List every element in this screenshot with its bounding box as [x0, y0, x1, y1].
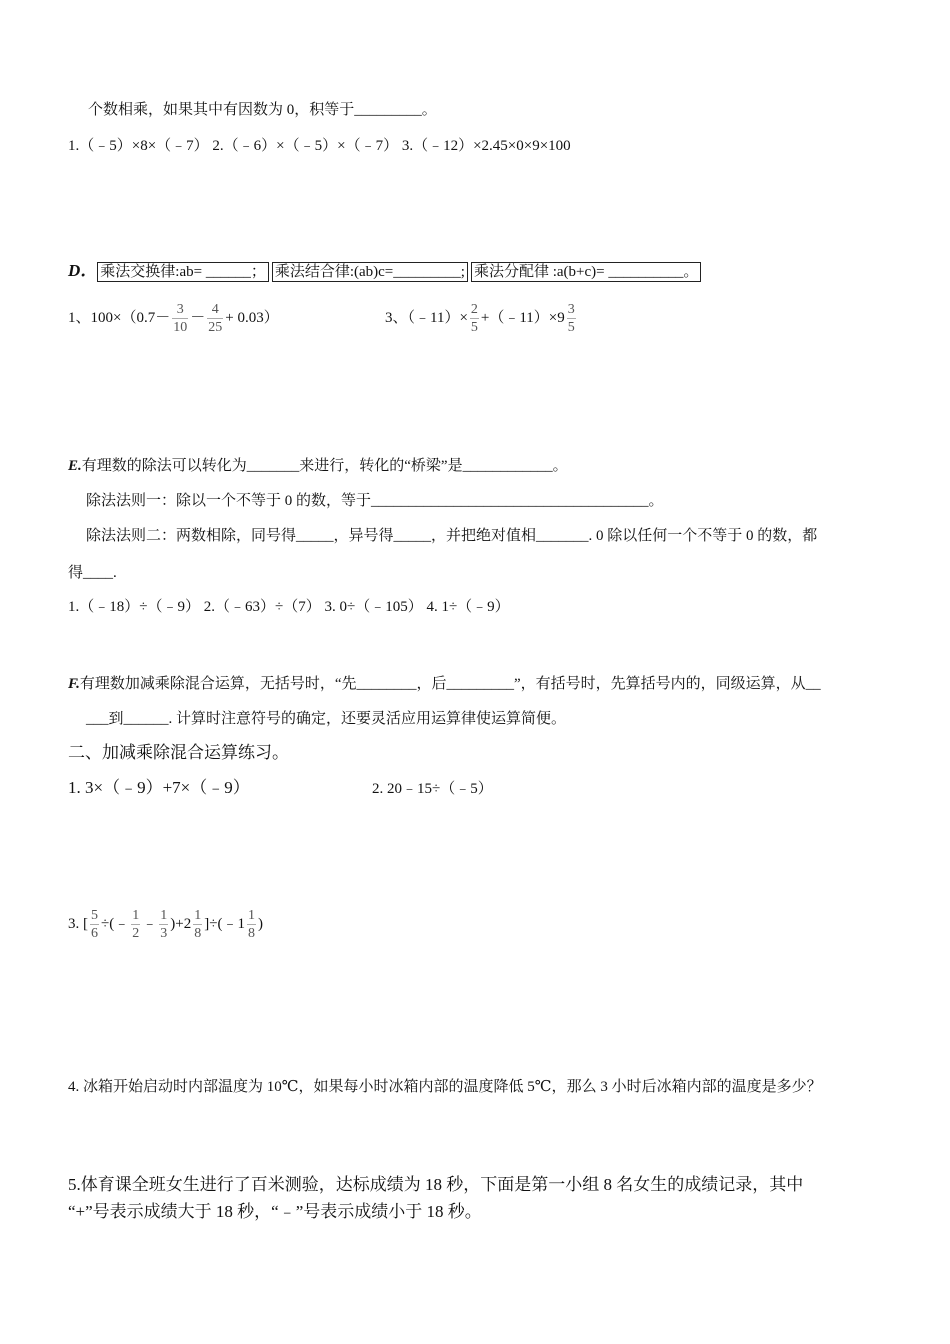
section-f-line2: ___到______. 计算时注意符号的确定，还要灵活应用运算律使运算简便。 — [86, 711, 567, 727]
division-rule-two: 除法法则二：两数相除，同号得_____，异号得_____，并把绝对值相_______. 0 除以任何一个不等于 0 的数，都 — [86, 528, 818, 544]
section-f-label: F. — [68, 676, 80, 692]
fraction: $\frac{1}{8}$ — [194, 908, 202, 942]
q3-prefix: 3、（﹣11）× — [385, 310, 468, 326]
fraction: $\frac{3}{10}$ — [173, 302, 188, 336]
q1-prefix: 1、100×（0.7－ — [68, 310, 171, 326]
division-exercises: 1.（﹣18）÷（﹣9） 2.（﹣63）÷（7） 3. 0÷（﹣105） 4. 1÷（﹣9） — [68, 599, 510, 615]
division-rule-two-cont: 得____. — [68, 565, 117, 581]
part2-q4: 4. 冰箱开始启动时内部温度为 10℃，如果每小时冰箱内部的温度降低 5℃，那么 3 小时后冰箱内部的温度是多少？ — [68, 1079, 822, 1095]
associative-law-box: 乘法结合律:(ab)c=_________; — [272, 262, 468, 282]
section-e-intro: E.有理数的除法可以转化为_______来进行，转化的“桥梁”是____________。 — [68, 458, 568, 474]
part2-q5-line1: 5.体育课全班女生进行了百米测验，达标成绩为 18 秒，下面是第一小组 8 名女生的成绩记录，其中 — [68, 1175, 804, 1194]
division-rule-one: 除法法则一：除以一个不等于 0 的数，等于_____________________________________。 — [86, 493, 664, 509]
fraction: $\frac{3}{5}$ — [567, 302, 575, 336]
section-d-label: D． — [68, 261, 98, 280]
part2-q1: 1. 3×（﹣9）+7×（﹣9） — [68, 778, 250, 797]
part2-q5-line2: “+”号表示成绩大于 18 秒，“﹣”号表示成绩小于 18 秒。 — [68, 1202, 482, 1221]
fraction: $\frac{1}{2}$ — [132, 908, 140, 942]
fraction: $\frac{1}{8}$ — [247, 908, 255, 942]
distributive-law-box: 乘法分配律 :a(b+c)= __________。 — [471, 262, 701, 282]
section-e-label: E. — [68, 458, 82, 474]
fraction: $\frac{1}{3}$ — [160, 908, 168, 942]
part2-q2: 2. 20﹣15÷（﹣5） — [372, 781, 493, 797]
fraction: $\frac{4}{25}$ — [208, 302, 223, 336]
fraction: $\frac{5}{6}$ — [91, 908, 98, 942]
section-d-laws — [68, 261, 704, 282]
section-f-line1: F.有理数加减乘除混合运算，无括号时，“先________，后_________”，有括号时，先算括号内的，同级运算，从__ — [68, 676, 821, 692]
section-d-q1: 1、100×（0.7－ $\frac{3}{10}$ － $\frac{4}{25}$ + 0.03） — [68, 302, 279, 336]
part2-q3: 3. [ $\frac{5}{6}$ ÷(﹣ $\frac{1}{2}$ ﹣ $\frac{1}{3}$ )+2 $\frac{1}{8}$ ]÷(﹣1 $\frac{1}{8}$ ) — [68, 908, 263, 942]
part2-title: 二、加减乘除混合运算练习。 — [68, 743, 289, 762]
commutative-law-box: 乘法交换律:ab= ______； — [97, 262, 269, 282]
zero-product-rule: 个数相乘，如果其中有因数为 0，积等于_________。 — [88, 102, 437, 118]
section-d-q3: 3、（﹣11）× $\frac{2}{5}$ +（﹣11）×9 $\frac{3}{5}$ — [385, 302, 575, 336]
fraction: $\frac{2}{5}$ — [470, 302, 478, 336]
multiplication-exercises: 1.（﹣5）×8×（﹣7） 2.（﹣6）×（﹣5）×（﹣7） 3.（﹣12）×2.45×0×9×100 — [68, 138, 571, 154]
